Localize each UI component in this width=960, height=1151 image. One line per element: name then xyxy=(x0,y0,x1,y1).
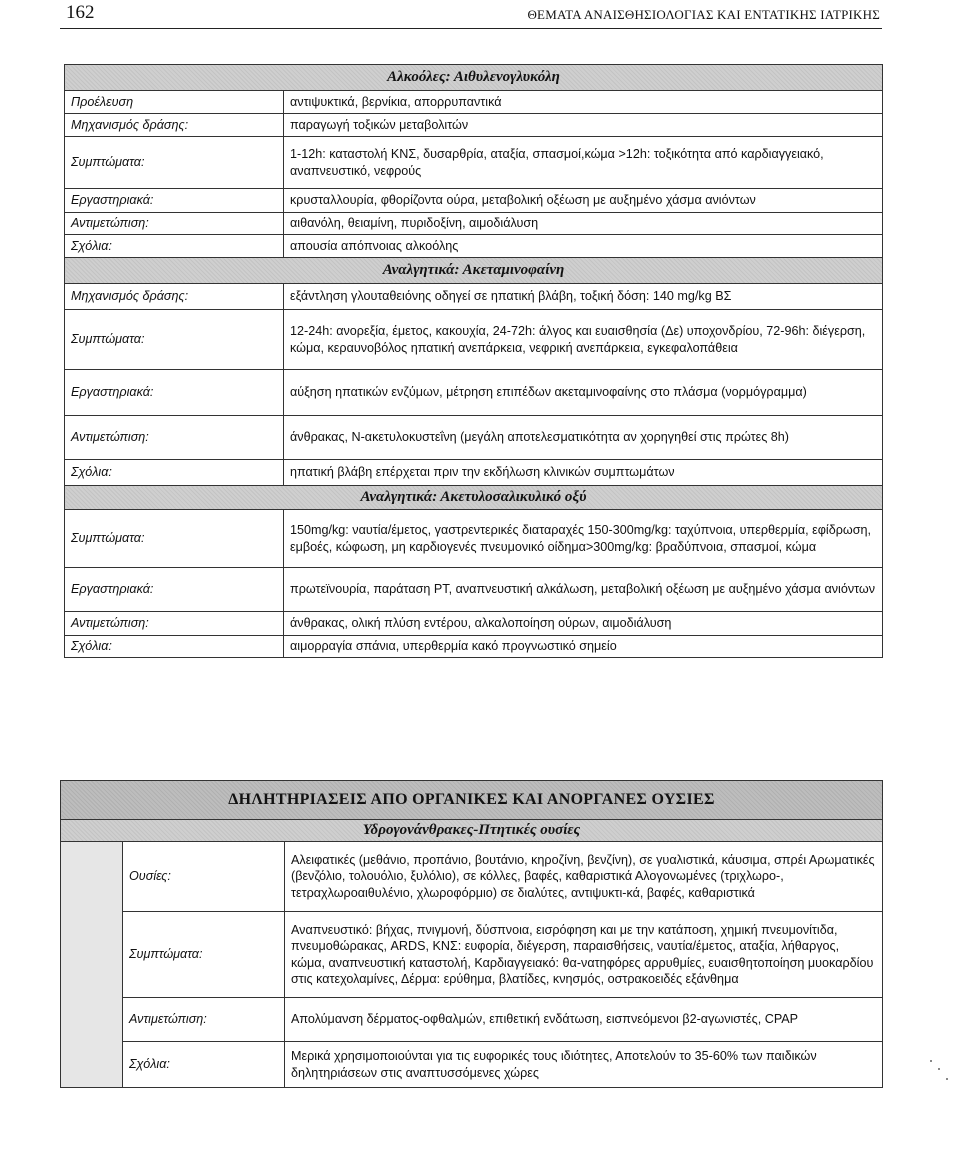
band-title-organic-inorganic: ΔΗΛΗΤΗΡΙΑΣΕΙΣ ΑΠΟ ΟΡΓΑΝΙΚΕΣ ΚΑΙ ΑΝΟΡΓΑΝΕΣ ΟΥΣΙΕΣ xyxy=(61,781,883,820)
table-row xyxy=(61,842,883,912)
row-label: Σχόλια: xyxy=(65,460,284,486)
table-row xyxy=(61,998,883,1042)
row-text: άνθρακας, ολική πλύση εντέρου, αλκαλοποίηση ούρων, αιμοδιάλυση xyxy=(284,612,883,636)
row-label: Σχόλια: xyxy=(65,636,284,658)
row-label: Σχόλια: xyxy=(65,235,284,258)
row-label: Μηχανισμός δράσης: xyxy=(65,284,284,310)
table-row xyxy=(61,912,883,998)
row-text: εξάντληση γλουταθειόνης οδηγεί σε ηπατική βλάβη, τοξική δόση: 140 mg/kg ΒΣ xyxy=(284,284,883,310)
scan-speck xyxy=(946,1078,948,1080)
table-row xyxy=(65,310,883,370)
scan-speck xyxy=(938,1068,940,1070)
page-header xyxy=(60,0,882,29)
row-label: Αντιμετώπιση: xyxy=(65,612,284,636)
band-title-salicylates: Αναλγητικά: Ακετυλοσαλικυλικό οξύ xyxy=(65,486,883,510)
table-row xyxy=(65,235,883,258)
row-label: Προέλευση xyxy=(65,91,284,114)
row-label: Συμπτώματα: xyxy=(123,912,285,998)
table-row xyxy=(65,612,883,636)
row-text: 1-12h: καταστολή ΚΝΣ, δυσαρθρία, αταξία, σπασμοί,κώμα >12h: τοξικότητα από καρδιαγγειακό, αναπνευστικό, νεφρούς xyxy=(284,137,883,189)
row-text: 150mg/kg: ναυτία/έμετος, γαστρεντερικές διαταραχές 150-300mg/kg: ταχύπνοια, υπερθερμία, εφίδρωση, εμβοές, κώφωση, μη καρδιογενές πνευμονικό οίδημα>300mg/kg: βραδύπνοια, σπασμοί, κώμα xyxy=(284,510,883,568)
row-label: Αντιμετώπιση: xyxy=(65,213,284,235)
row-label: Αντιμετώπιση: xyxy=(123,998,285,1042)
row-text: αιθανόλη, θειαμίνη, πυριδοξίνη, αιμοδιάλυση xyxy=(284,213,883,235)
row-label: Εργαστηριακά: xyxy=(65,189,284,213)
table-margin-column xyxy=(61,842,123,1088)
row-text: παραγωγή τοξικών μεταβολιτών xyxy=(284,114,883,137)
table-row xyxy=(65,370,883,416)
row-label: Συμπτώματα: xyxy=(65,510,284,568)
table-row xyxy=(65,91,883,114)
band-hydrocarbons xyxy=(61,820,883,842)
table-row xyxy=(65,189,883,213)
table-row xyxy=(65,137,883,189)
table-row xyxy=(65,460,883,486)
band-title-hydrocarbons: Υδρογονάνθρακες-Πτητικές ουσίες xyxy=(61,820,883,842)
row-label: Εργαστηριακά: xyxy=(65,370,284,416)
band-title-alcohols: Αλκοόλες: Αιθυλενογλυκόλη xyxy=(65,65,883,91)
row-label: Σχόλια: xyxy=(123,1042,285,1088)
row-label: Αντιμετώπιση: xyxy=(65,416,284,460)
row-text: αύξηση ηπατικών ενζύμων, μέτρηση επιπέδων ακεταμινοφαίνης στο πλάσμα (νορμόγραμμα) xyxy=(284,370,883,416)
table-row xyxy=(65,510,883,568)
row-text: αντιψυκτικά, βερνίκια, απορρυπαντικά xyxy=(284,91,883,114)
row-text: αιμορραγία σπάνια, υπερθερμία κακό προγνωστικό σημείο xyxy=(284,636,883,658)
table-row xyxy=(65,416,883,460)
band-alcohols xyxy=(65,65,883,91)
table-row xyxy=(65,568,883,612)
row-label: Μηχανισμός δράσης: xyxy=(65,114,284,137)
row-text: ηπατική βλάβη επέρχεται πριν την εκδήλωση κλινικών συμπτωμάτων xyxy=(284,460,883,486)
row-text: άνθρακας, Ν-ακετυλοκυστεΐνη (μεγάλη αποτελεσματικότητα αν χορηγηθεί στις πρώτες 8h) xyxy=(284,416,883,460)
table-row xyxy=(65,213,883,235)
band-title-acetaminophen: Αναλγητικά: Ακεταμινοφαίνη xyxy=(65,258,883,284)
row-label: Συμπτώματα: xyxy=(65,137,284,189)
row-label: Εργαστηριακά: xyxy=(65,568,284,612)
table-row xyxy=(65,114,883,137)
row-text: 12-24h: ανορεξία, έμετος, κακουχία, 24-72h: άλγος και ευαισθησία (Δε) υποχονδρίου, 72-96h: διέγερση, κώμα, κεραυνοβόλος ηπατική ανεπάρκεια, νεφρική ανεπάρκεια, εγκεφαλοπάθεια xyxy=(284,310,883,370)
row-text: Αναπνευστικό: βήχας, πνιγμονή, δύσπνοια, εισρόφηση και με την κατάποση, χημική πνευμονίτιδα, πνευμοθώρακας, ARDS, ΚΝΣ: ευφορία, διέγερση, παραισθήσεις, ναυτία/έμετος, αταξία, λήθαργος, κώμα, αναπνευστική καταστολή, Καρδιαγγειακό: θα-νατηφόρες αρρυθμίες, ευαισθητοποίηση μυοκαρδίου στις κατεχολαμίνες, Δέρμα: ερύθημα, βλατίδες, κνησμός, οστρακοειδές εξάνθημα xyxy=(285,912,883,998)
band-salicylates xyxy=(65,486,883,510)
row-text: Αλειφατικές (μεθάνιο, προπάνιο, βουτάνιο, κηροζίνη, βενζίνη), σε γυαλιστικά, κάυσιμα, σπρέι Αρωματικές (βενζόλιο, τολουόλιο, ξυλόλιο), σε κόλλες, βαφές, καθαριστικά Αλογονωμένες (τριχλωρο-, τετραχλωροαιθυλένιο, χλωροφόρμιο) σε διαλύτες, αντιψυκτι-κά, βαφές, καθαριστικά xyxy=(285,842,883,912)
row-text: Μερικά χρησιμοποιούνται για τις ευφορικές τους ιδιότητες, Αποτελούν το 35-60% των παιδικών δηλητηριάσεων στις αναπτυσσόμενες χώρες xyxy=(285,1042,883,1088)
poisoning-table-2 xyxy=(60,780,883,1088)
band-acetaminophen xyxy=(65,258,883,284)
row-label: Ουσίες: xyxy=(123,842,285,912)
page-number: 162 xyxy=(66,2,95,23)
table-row xyxy=(65,636,883,658)
scan-speck xyxy=(930,1060,932,1062)
row-text: κρυσταλλουρία, φθορίζοντα ούρα, μεταβολική οξέωση με αυξημένο χάσμα ανιόντων xyxy=(284,189,883,213)
running-title: ΘΕΜΑΤΑ ΑΝΑΙΣΘΗΣΙΟΛΟΓΙΑΣ ΚΑΙ ΕΝΤΑΤΙΚΗΣ ΙΑΤΡΙΚΗΣ xyxy=(527,7,880,22)
row-text: Απολύμανση δέρματος-οφθαλμών, επιθετική ενδάτωση, εισπνεόμενοι β2-αγωνιστές, CPAP xyxy=(285,998,883,1042)
table-row xyxy=(65,284,883,310)
row-text: απουσία απόπνοιας αλκοόλης xyxy=(284,235,883,258)
row-label: Συμπτώματα: xyxy=(65,310,284,370)
table-row xyxy=(61,1042,883,1088)
band-organic-inorganic xyxy=(61,781,883,820)
row-text: πρωτεϊνουρία, παράταση PT, αναπνευστική αλκάλωση, μεταβολική οξέωση με αυξημένο χάσμα ανιόντων xyxy=(284,568,883,612)
poisoning-table-1 xyxy=(64,64,883,658)
